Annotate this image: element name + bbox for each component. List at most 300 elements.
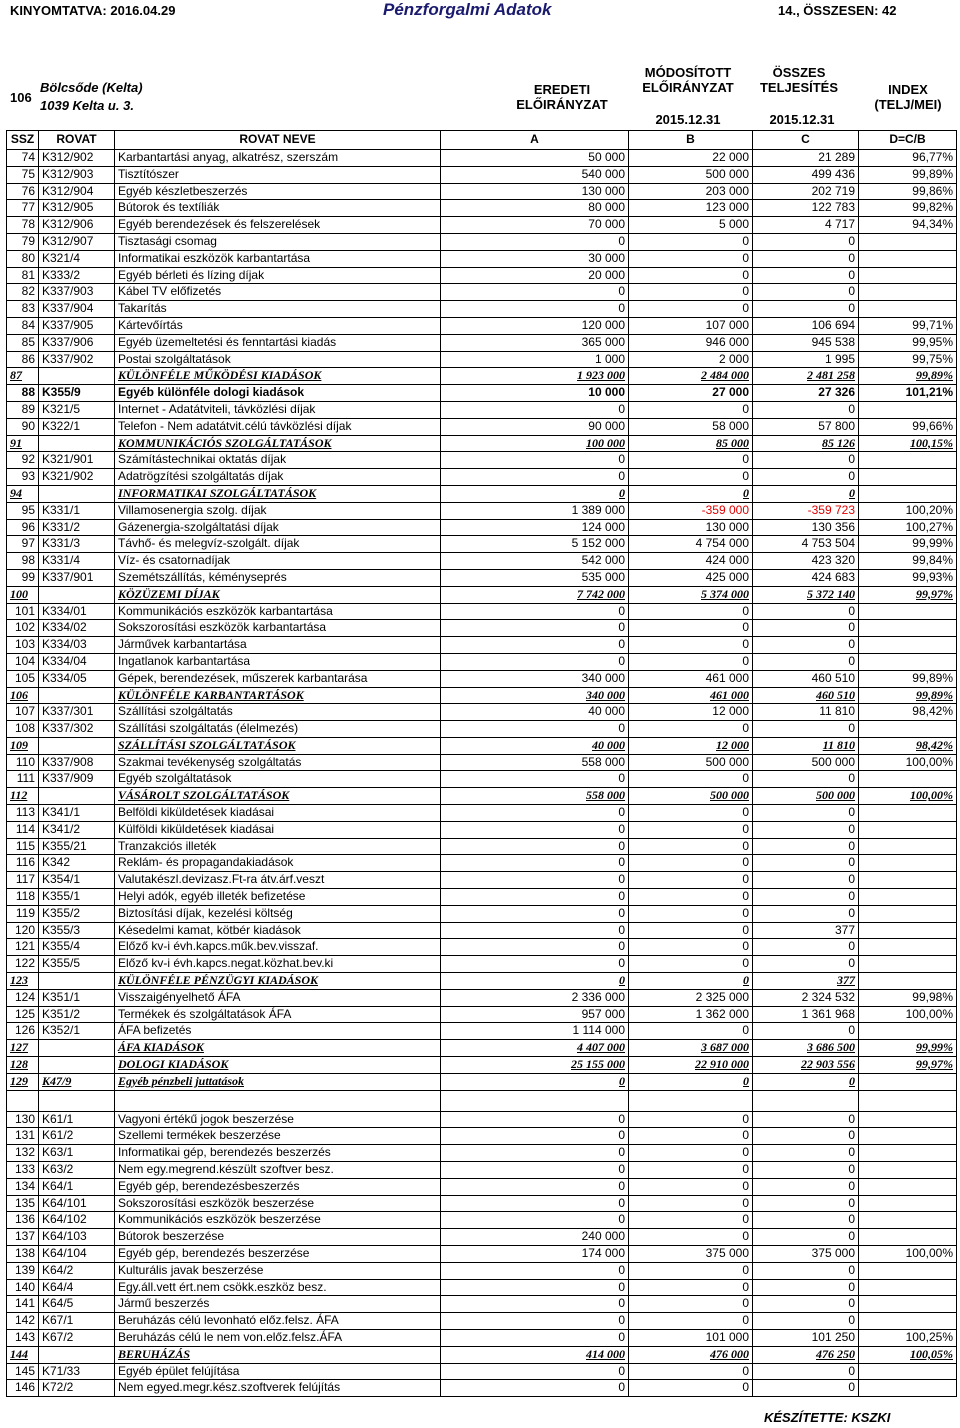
cell-b: 107 000 (629, 317, 753, 334)
cell-rovat: K341/1 (39, 805, 115, 822)
cell-rovat-neve: Helyi adók, egyéb illeték befizetése (115, 889, 441, 906)
cell-rovat: K337/908 (39, 754, 115, 771)
cell-rovat: K355/4 (39, 939, 115, 956)
cell-rovat (39, 485, 115, 502)
table-row (7, 1057, 957, 1074)
cell-a: 80 000 (441, 200, 629, 217)
table-row (7, 1212, 957, 1229)
table-row (7, 569, 957, 586)
cell-rovat: K312/902 (39, 150, 115, 167)
table-row (7, 704, 957, 721)
cell-rovat-neve: Informatikai eszközök karbantartása (115, 250, 441, 267)
cell-rovat-neve: Egyéb gép, berendezésbeszerzés (115, 1178, 441, 1195)
cell-rovat: K337/902 (39, 351, 115, 368)
cell-d: 99,99% (859, 536, 957, 553)
cell-ssz: 85 (7, 334, 39, 351)
cell-a: 0 (441, 452, 629, 469)
col-osszes-title: ÖSSZES TELJESÍTÉS (759, 65, 839, 95)
cell-rovat-neve: Postai szolgáltatások (115, 351, 441, 368)
cell-ssz: 81 (7, 267, 39, 284)
cell-b: 0 (629, 1073, 753, 1090)
cell-c: 22 903 556 (753, 1057, 859, 1074)
cell-rovat: K321/4 (39, 250, 115, 267)
cell-b: 5 374 000 (629, 586, 753, 603)
cell-d: 99,82% (859, 200, 957, 217)
spacer-cell (753, 1090, 859, 1111)
cell-a: 0 (441, 301, 629, 318)
cell-ssz: 118 (7, 889, 39, 906)
cell-rovat-neve: Takarítás (115, 301, 441, 318)
cell-rovat-neve: ÁFA befizetés (115, 1023, 441, 1040)
cell-d: 99,98% (859, 989, 957, 1006)
column-header-b: B (629, 131, 753, 150)
table-row (7, 989, 957, 1006)
cell-rovat: K312/903 (39, 166, 115, 183)
cell-rovat-neve: Gépek, berendezések, műszerek karbantarása (115, 670, 441, 687)
column-header-a: A (441, 131, 629, 150)
cell-b: 0 (629, 1178, 753, 1195)
cell-a: 0 (441, 973, 629, 990)
cell-ssz: 101 (7, 603, 39, 620)
cell-c: 21 289 (753, 150, 859, 167)
cell-ssz: 104 (7, 653, 39, 670)
cell-c: 2 481 258 (753, 368, 859, 385)
cell-c: 476 250 (753, 1346, 859, 1363)
table-row (7, 586, 957, 603)
cell-c: 0 (753, 250, 859, 267)
cell-d (859, 771, 957, 788)
col-modositott-date: 2015.12.31 (655, 112, 721, 127)
cell-ssz: 89 (7, 401, 39, 418)
cell-rovat: K337/906 (39, 334, 115, 351)
cell-ssz: 88 (7, 385, 39, 402)
table-row (7, 301, 957, 318)
cell-c: 0 (753, 821, 859, 838)
cell-rovat-neve: Informatikai gép, berendezés beszerzés (115, 1145, 441, 1162)
cell-rovat: K337/901 (39, 569, 115, 586)
cell-ssz: 77 (7, 200, 39, 217)
cell-rovat: K337/302 (39, 721, 115, 738)
cell-c: 377 (753, 922, 859, 939)
cell-d: 99,75% (859, 351, 957, 368)
cell-b: 0 (629, 637, 753, 654)
cell-a: 0 (441, 905, 629, 922)
column-header-rovat: ROVAT (39, 131, 115, 150)
spacer-cell (39, 1090, 115, 1111)
cell-a: 0 (441, 233, 629, 250)
institution-name: Bölcsőde (Kelta) (40, 80, 143, 95)
cell-d: 100,00% (859, 1006, 957, 1023)
cell-c: 0 (753, 1262, 859, 1279)
cell-a: 30 000 (441, 250, 629, 267)
cell-d (859, 1145, 957, 1162)
cell-c: 460 510 (753, 687, 859, 704)
cell-rovat: K64/5 (39, 1296, 115, 1313)
cell-d (859, 956, 957, 973)
cell-ssz: 123 (7, 973, 39, 990)
cell-a: 558 000 (441, 788, 629, 805)
cell-b: 22 910 000 (629, 1057, 753, 1074)
cell-d (859, 1178, 957, 1195)
cell-b: 3 687 000 (629, 1040, 753, 1057)
cell-d: 96,77% (859, 150, 957, 167)
cell-a: 0 (441, 1313, 629, 1330)
cell-rovat-neve: Belföldi kiküldetések kiadásai (115, 805, 441, 822)
cell-b: 0 (629, 301, 753, 318)
cell-d: 99,86% (859, 183, 957, 200)
table-row (7, 418, 957, 435)
cell-d (859, 905, 957, 922)
table-row (7, 485, 957, 502)
cell-ssz: 126 (7, 1023, 39, 1040)
cell-rovat-neve: KÜLÖNFÉLE MŰKÖDÉSI KIADÁSOK (115, 368, 441, 385)
cell-ssz: 134 (7, 1178, 39, 1195)
cell-rovat: K61/1 (39, 1111, 115, 1128)
cell-rovat: K321/5 (39, 401, 115, 418)
cell-ssz: 82 (7, 284, 39, 301)
cell-ssz: 138 (7, 1246, 39, 1263)
cell-a: 100 000 (441, 435, 629, 452)
expenditure-table (6, 130, 957, 1397)
cell-b: 946 000 (629, 334, 753, 351)
table-row (7, 435, 957, 452)
cell-b: 424 000 (629, 553, 753, 570)
cell-a: 0 (441, 485, 629, 502)
cell-rovat: K342 (39, 855, 115, 872)
cell-b: 0 (629, 922, 753, 939)
cell-d: 99,71% (859, 317, 957, 334)
table-row (7, 1229, 957, 1246)
cell-c: 85 126 (753, 435, 859, 452)
cell-c: 424 683 (753, 569, 859, 586)
institution-address: 1039 Kelta u. 3. (40, 98, 134, 113)
cell-d (859, 821, 957, 838)
cell-ssz: 122 (7, 956, 39, 973)
cell-a: 540 000 (441, 166, 629, 183)
cell-rovat-neve: Szállítási szolgáltatás (élelmezés) (115, 721, 441, 738)
cell-a: 4 407 000 (441, 1040, 629, 1057)
cell-rovat-neve: Kommunikációs eszközök beszerzése (115, 1212, 441, 1229)
cell-b: 500 000 (629, 788, 753, 805)
cell-ssz: 95 (7, 502, 39, 519)
cell-a: 0 (441, 721, 629, 738)
cell-b: 0 (629, 485, 753, 502)
cell-rovat-neve: Egyéb üzemeltetési és fenntartási kiadás (115, 334, 441, 351)
column-header-d: D=C/B (859, 131, 957, 150)
table-row (7, 1296, 957, 1313)
cell-rovat-neve: Előző kv-i évh.kapcs.negat.közhat.bev.ki (115, 956, 441, 973)
table-row (7, 334, 957, 351)
cell-c: 0 (753, 1279, 859, 1296)
table-row (7, 166, 957, 183)
cell-rovat-neve: Tisztítószer (115, 166, 441, 183)
cell-b: 0 (629, 469, 753, 486)
cell-c: 57 800 (753, 418, 859, 435)
table-row (7, 788, 957, 805)
cell-c: 0 (753, 620, 859, 637)
table-row (7, 553, 957, 570)
cell-rovat-neve: DOLOGI KIADÁSOK (115, 1057, 441, 1074)
cell-b: 0 (629, 771, 753, 788)
cell-a: 0 (441, 956, 629, 973)
cell-ssz: 115 (7, 838, 39, 855)
cell-rovat: K64/1 (39, 1178, 115, 1195)
cell-rovat-neve: Ingatlanok karbantartása (115, 653, 441, 670)
table-row (7, 1246, 957, 1263)
cell-c: 106 694 (753, 317, 859, 334)
table-row (7, 737, 957, 754)
cell-a: 0 (441, 1329, 629, 1346)
table-row (7, 1195, 957, 1212)
cell-c: 2 324 532 (753, 989, 859, 1006)
cell-a: 25 155 000 (441, 1057, 629, 1074)
cell-d: 100,20% (859, 502, 957, 519)
cell-c: 0 (753, 301, 859, 318)
cell-d (859, 1023, 957, 1040)
cell-d: 99,95% (859, 334, 957, 351)
cell-d (859, 872, 957, 889)
table-row (7, 939, 957, 956)
cell-ssz: 110 (7, 754, 39, 771)
cell-d: 99,89% (859, 670, 957, 687)
cell-c: 0 (753, 637, 859, 654)
cell-ssz: 96 (7, 519, 39, 536)
cell-ssz: 99 (7, 569, 39, 586)
cell-rovat-neve: Kábel TV előfizetés (115, 284, 441, 301)
cell-ssz: 105 (7, 670, 39, 687)
cell-a: 2 336 000 (441, 989, 629, 1006)
cell-a: 0 (441, 401, 629, 418)
cell-rovat-neve: Gázenergia-szolgáltatási díjak (115, 519, 441, 536)
cell-rovat-neve: Tranzakciós illeték (115, 838, 441, 855)
cell-a: 0 (441, 1073, 629, 1090)
cell-b: 0 (629, 267, 753, 284)
cell-b: 0 (629, 939, 753, 956)
cell-c: 0 (753, 452, 859, 469)
cell-b: -359 000 (629, 502, 753, 519)
cell-rovat: K331/4 (39, 553, 115, 570)
cell-rovat: K351/1 (39, 989, 115, 1006)
cell-rovat: K355/3 (39, 922, 115, 939)
cell-rovat: K352/1 (39, 1023, 115, 1040)
cell-rovat-neve: Visszaigényelhető ÁFA (115, 989, 441, 1006)
cell-ssz: 136 (7, 1212, 39, 1229)
cell-ssz: 80 (7, 250, 39, 267)
cell-rovat: K312/907 (39, 233, 115, 250)
table-row (7, 637, 957, 654)
cell-a: 0 (441, 805, 629, 822)
cell-a: 0 (441, 1162, 629, 1179)
cell-a: 0 (441, 1178, 629, 1195)
cell-rovat-neve: Kártevőírtás (115, 317, 441, 334)
cell-ssz: 145 (7, 1363, 39, 1380)
cell-rovat-neve: Karbantartási anyag, alkatrész, szerszám (115, 150, 441, 167)
report-header (0, 60, 960, 130)
spacer-cell (115, 1090, 441, 1111)
cell-rovat: K355/9 (39, 385, 115, 402)
cell-c: 0 (753, 1178, 859, 1195)
cell-d (859, 301, 957, 318)
cell-c: 0 (753, 1363, 859, 1380)
cell-b: 0 (629, 1195, 753, 1212)
cell-ssz: 76 (7, 183, 39, 200)
table-row (7, 368, 957, 385)
cell-rovat-neve: Adatrögzítési szolgáltatás díjak (115, 469, 441, 486)
cell-rovat-neve: Egyéb berendezések és felszerelések (115, 217, 441, 234)
cell-rovat-neve: Távhő- és melegvíz-szolgált. díjak (115, 536, 441, 553)
cell-d (859, 233, 957, 250)
table-row (7, 233, 957, 250)
cell-ssz: 79 (7, 233, 39, 250)
cell-d: 99,97% (859, 1057, 957, 1074)
cell-b: 0 (629, 1145, 753, 1162)
cell-b: 0 (629, 1111, 753, 1128)
cell-rovat: K334/01 (39, 603, 115, 620)
cell-ssz: 91 (7, 435, 39, 452)
cell-ssz: 143 (7, 1329, 39, 1346)
cell-rovat: K334/04 (39, 653, 115, 670)
cell-rovat-neve: Szállítási szolgáltatás (115, 704, 441, 721)
cell-rovat-neve: Egyéb épület felújítása (115, 1363, 441, 1380)
cell-b: 12 000 (629, 737, 753, 754)
cell-rovat-neve: Egyéb gép, berendezés beszerzése (115, 1246, 441, 1263)
cell-rovat: K355/21 (39, 838, 115, 855)
cell-c: 0 (753, 1212, 859, 1229)
cell-ssz: 102 (7, 620, 39, 637)
cell-c: 27 326 (753, 385, 859, 402)
cell-ssz: 129 (7, 1073, 39, 1090)
cell-rovat-neve: Kulturális javak beszerzése (115, 1262, 441, 1279)
cell-rovat: K321/902 (39, 469, 115, 486)
cell-a: 40 000 (441, 737, 629, 754)
cell-b: 4 754 000 (629, 536, 753, 553)
cell-c: 0 (753, 805, 859, 822)
cell-c: 1 995 (753, 351, 859, 368)
table-row (7, 469, 957, 486)
cell-ssz: 92 (7, 452, 39, 469)
cell-ssz: 120 (7, 922, 39, 939)
cell-d (859, 452, 957, 469)
cell-rovat: K334/03 (39, 637, 115, 654)
cell-rovat: K63/1 (39, 1145, 115, 1162)
cell-c: 0 (753, 1111, 859, 1128)
cell-d (859, 1262, 957, 1279)
cell-ssz: 114 (7, 821, 39, 838)
cell-rovat: K71/33 (39, 1363, 115, 1380)
table-row (7, 1329, 957, 1346)
cell-rovat: K47/9 (39, 1073, 115, 1090)
cell-rovat: K337/904 (39, 301, 115, 318)
spacer-cell (441, 1090, 629, 1111)
table-row (7, 1006, 957, 1023)
cell-rovat: K337/905 (39, 317, 115, 334)
cell-a: 0 (441, 838, 629, 855)
cell-a: 5 152 000 (441, 536, 629, 553)
table-column-header (7, 131, 957, 150)
cell-b: 22 000 (629, 150, 753, 167)
cell-d (859, 637, 957, 654)
cell-a: 0 (441, 872, 629, 889)
cell-c: 0 (753, 838, 859, 855)
cell-c: 0 (753, 233, 859, 250)
cell-ssz: 94 (7, 485, 39, 502)
col-osszes-date: 2015.12.31 (769, 112, 835, 127)
cell-b: 0 (629, 233, 753, 250)
table-row (7, 1279, 957, 1296)
cell-ssz: 100 (7, 586, 39, 603)
cell-c: 500 000 (753, 754, 859, 771)
cell-d (859, 603, 957, 620)
cell-rovat-neve: Villamosenergia szolg. díjak (115, 502, 441, 519)
table-body (7, 150, 957, 1397)
table-row (7, 351, 957, 368)
cell-a: 174 000 (441, 1246, 629, 1263)
cell-c: 4 753 504 (753, 536, 859, 553)
cell-a: 0 (441, 821, 629, 838)
cell-d: 100,15% (859, 435, 957, 452)
cell-rovat-neve: Víz- és csatornadíjak (115, 553, 441, 570)
cell-rovat: K337/301 (39, 704, 115, 721)
cell-a: 120 000 (441, 317, 629, 334)
cell-b: 0 (629, 889, 753, 906)
cell-d: 99,89% (859, 368, 957, 385)
column-header-rovat-neve: ROVAT NEVE (115, 131, 441, 150)
cell-rovat-neve: Sokszorosítási eszközök beszerzése (115, 1195, 441, 1212)
cell-b: 0 (629, 855, 753, 872)
cell-rovat-neve: Tisztasági csomag (115, 233, 441, 250)
table-row (7, 536, 957, 553)
table-row (7, 670, 957, 687)
table-row (7, 183, 957, 200)
cell-a: 0 (441, 1279, 629, 1296)
cell-a: 0 (441, 1145, 629, 1162)
cell-rovat-neve: Termékek és szolgáltatások ÁFA (115, 1006, 441, 1023)
table-row (7, 956, 957, 973)
cell-rovat-neve: Egy.áll.vett ért.nem csökk.eszköz besz. (115, 1279, 441, 1296)
cell-d (859, 284, 957, 301)
cell-c: 130 356 (753, 519, 859, 536)
cell-rovat-neve: Valutakészl.devizasz.Ft-ra átv.árf.veszt (115, 872, 441, 889)
cell-rovat: K337/903 (39, 284, 115, 301)
cell-ssz: 97 (7, 536, 39, 553)
cell-b: 2 000 (629, 351, 753, 368)
cell-ssz: 130 (7, 1111, 39, 1128)
table-row (7, 250, 957, 267)
cell-d (859, 1162, 957, 1179)
cell-d (859, 250, 957, 267)
cell-b: 461 000 (629, 687, 753, 704)
cell-a: 7 742 000 (441, 586, 629, 603)
cell-a: 535 000 (441, 569, 629, 586)
cell-rovat-neve: Vagyoni értékű jogok beszerzése (115, 1111, 441, 1128)
table-row (7, 620, 957, 637)
table-row (7, 1178, 957, 1195)
cell-a: 0 (441, 1212, 629, 1229)
cell-rovat (39, 1057, 115, 1074)
table-row (7, 284, 957, 301)
cell-c: 0 (753, 1380, 859, 1397)
cell-c: 0 (753, 771, 859, 788)
table-row (7, 452, 957, 469)
table-row (7, 1162, 957, 1179)
cell-rovat: K355/5 (39, 956, 115, 973)
cell-d: 99,66% (859, 418, 957, 435)
cell-b: 0 (629, 1023, 753, 1040)
table-row (7, 1313, 957, 1330)
cell-d: 99,89% (859, 687, 957, 704)
cell-d (859, 1380, 957, 1397)
cell-ssz: 144 (7, 1346, 39, 1363)
